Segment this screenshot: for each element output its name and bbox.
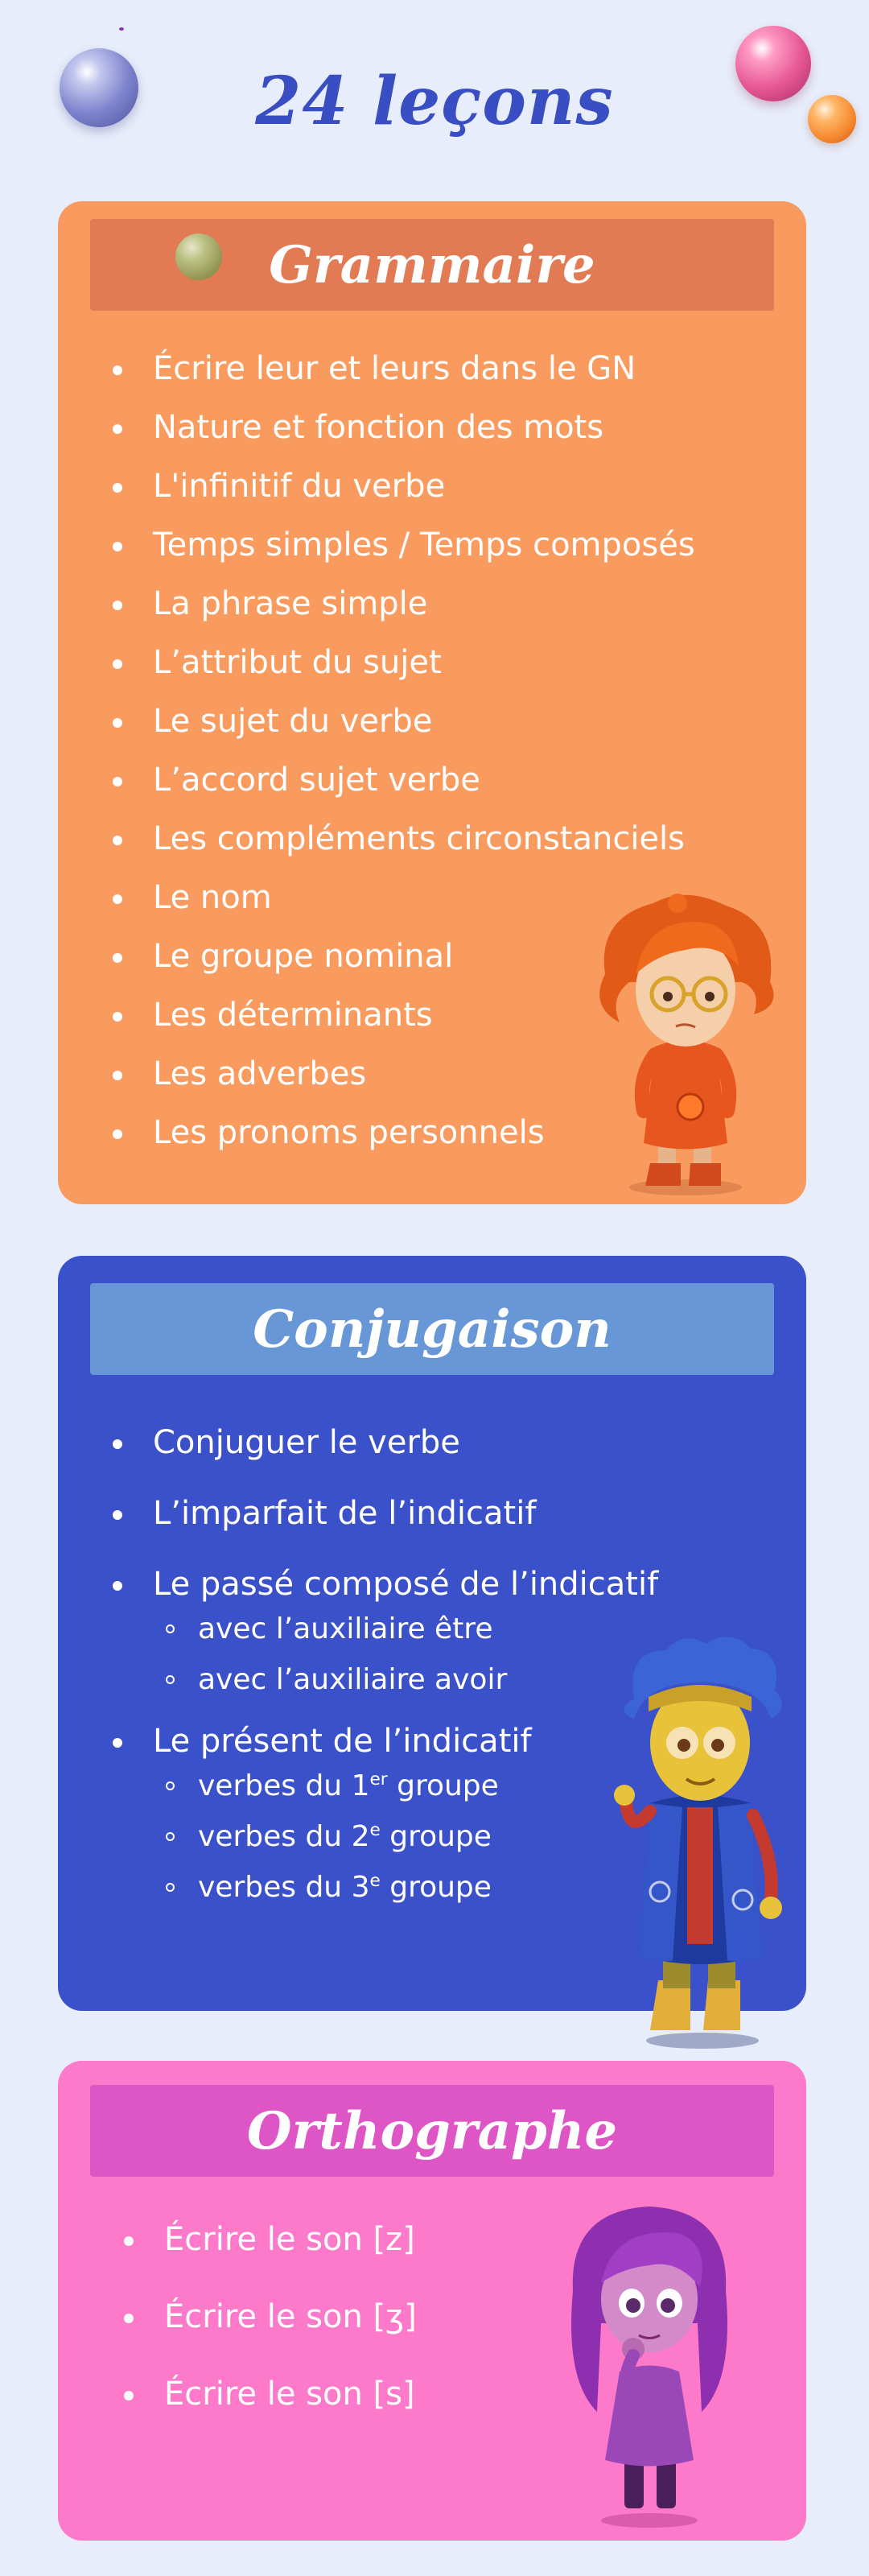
sub-list-item: verbes du 3e groupe <box>198 1870 658 1905</box>
list-item: Écrire le son [ʒ] <box>164 2297 417 2375</box>
list-item: Conjuguer le verbe <box>153 1423 658 1462</box>
conjugaison-list <box>153 1423 658 1938</box>
list-item: La phrase simple <box>153 584 695 643</box>
sub-list-item: verbes du 2e groupe <box>198 1819 658 1855</box>
list-item: L’imparfait de l’indicatif <box>153 1494 658 1533</box>
list-item: L’attribut du sujet <box>153 643 695 702</box>
green-bubble-icon <box>175 233 222 280</box>
orthographe-header: Orthographe <box>90 2085 774 2177</box>
list-item: Le groupe nominal <box>153 937 695 996</box>
list-item: Le passé composé de l’indicatif avec l’auxiliaire être avec l’auxiliaire avoir <box>153 1566 659 1696</box>
list-item: Les pronoms personnels <box>153 1113 695 1172</box>
list-item: Écrire le son [z] <box>164 2220 417 2297</box>
list-item: L’accord sujet verbe <box>153 761 695 819</box>
page-title: 24 leçons <box>255 63 614 140</box>
decorative-dot <box>119 27 124 31</box>
sub-list-item: verbes du 1er groupe <box>198 1769 658 1804</box>
conjugaison-header: Conjugaison <box>90 1283 774 1375</box>
orthographe-card <box>58 2061 806 2541</box>
list-item: Les adverbes <box>153 1055 695 1113</box>
purple-haired-girl-icon <box>557 2194 742 2533</box>
orthographe-list <box>164 2220 417 2452</box>
list-item: L'infinitif du verbe <box>153 467 695 526</box>
list-item: Nature et fonction des mots <box>153 408 695 467</box>
grammaire-card <box>58 201 806 1204</box>
sub-list <box>153 1612 658 1698</box>
list-item: Écrire le son [s] <box>164 2375 417 2452</box>
list-item: Les déterminants <box>153 996 695 1055</box>
list-item: Le présent de l’indicatif verbes du 1er groupe verbes du 2e groupe verbes du 3e groupe <box>153 1722 658 1905</box>
sub-list-item: avec l’auxiliaire avoir <box>198 1662 658 1698</box>
sub-list <box>153 1769 658 1905</box>
list-item: Le nom <box>153 878 695 937</box>
boy-with-blue-hair-and-coat-icon <box>610 1634 795 2053</box>
list-item: Les compléments circonstanciels <box>153 819 695 878</box>
list-item: Temps simples / Temps composés <box>153 526 695 584</box>
grammaire-header: Grammaire <box>90 219 774 311</box>
list-item: Écrire leur et leurs dans le GN <box>153 349 695 408</box>
orange-haired-girl-with-glasses-icon <box>581 886 790 1199</box>
list-item: Le sujet du verbe <box>153 702 695 761</box>
sub-list-item: avec l’auxiliaire être <box>198 1612 658 1647</box>
